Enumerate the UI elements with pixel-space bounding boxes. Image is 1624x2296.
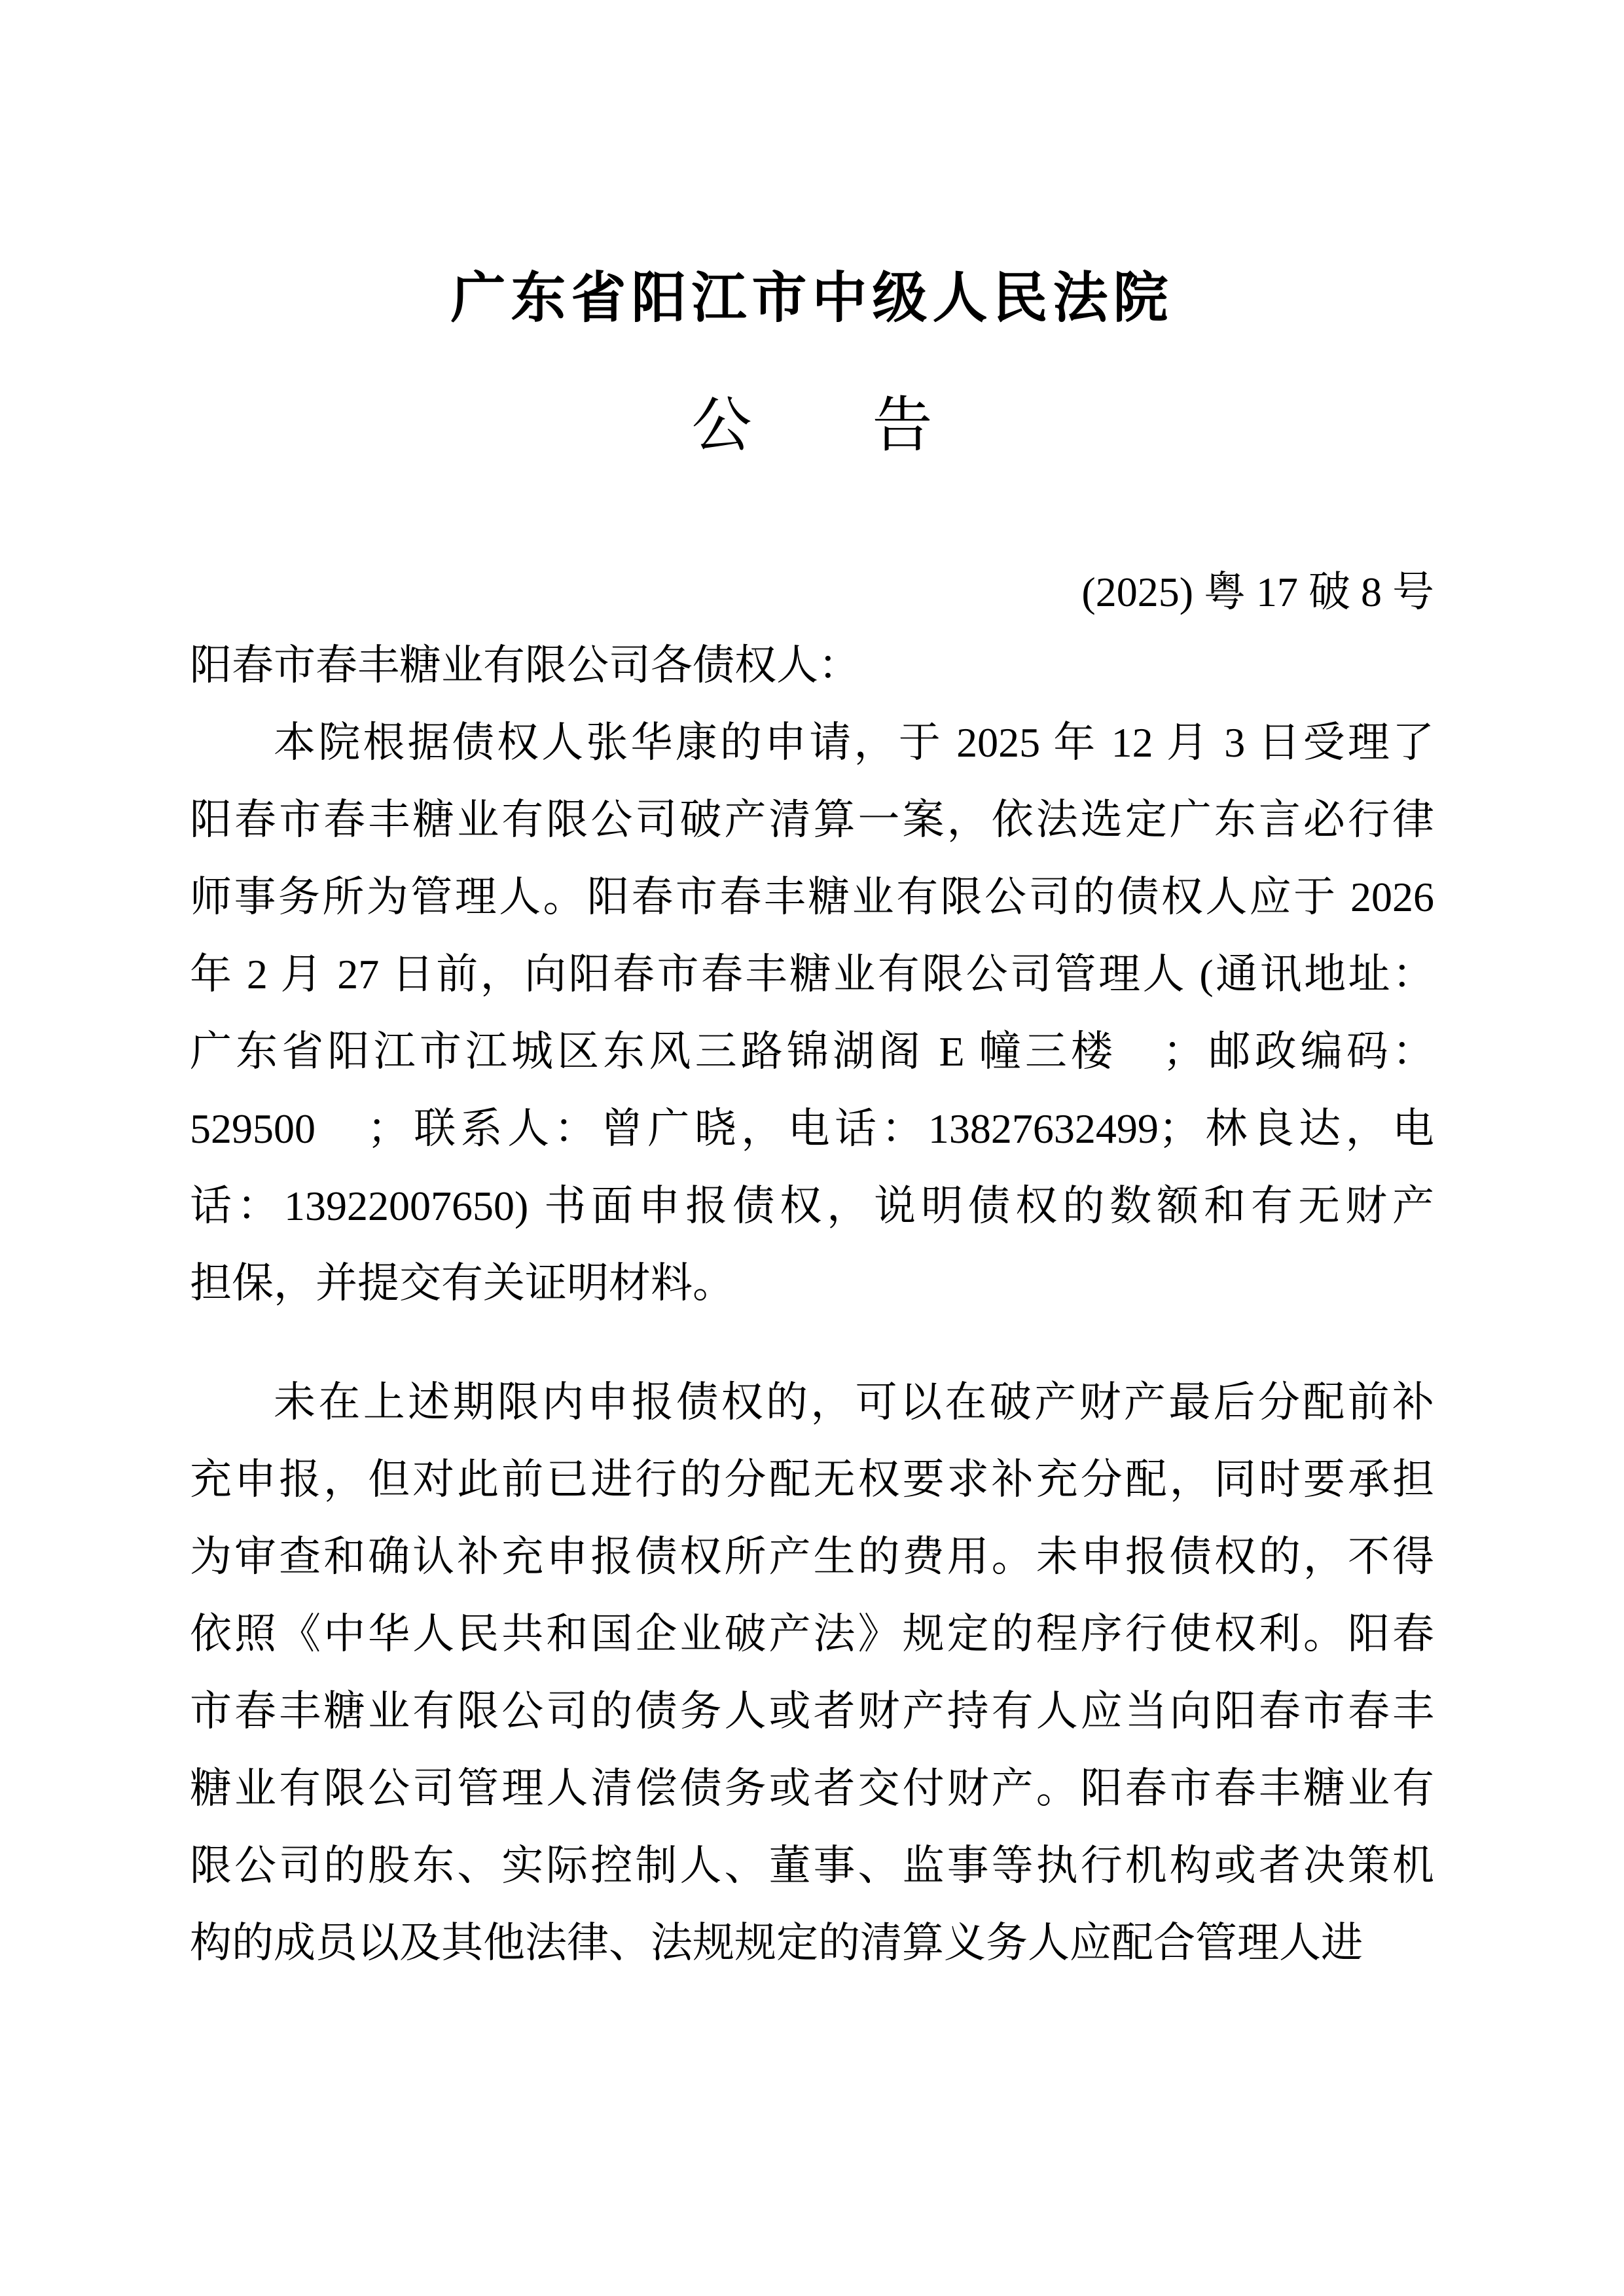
text-line: 阳春市春丰糖业有限公司破产清算一案，依法选定广东言必行律 [190,797,1434,843]
case-number: (2025) 粤 17 破 8 号 [1081,569,1434,615]
paragraph-late-claims-notice [190,1364,1434,1982]
text-line: 限公司的股东、实际控制人、董事、监事等执行机构或者决策机 [190,1842,1434,1889]
text-line: 为审查和确认补充申报债权所产生的费用。未申报债权的，不得 [190,1534,1434,1580]
salutation-line: 阳春市春丰糖业有限公司各债权人： [190,642,860,689]
text-line: 充申报，但对此前已进行的分配无权要求补充分配，同时要承担 [190,1456,1434,1503]
text-line: 依照《中华人民共和国企业破产法》规定的程序行使权利。阳春 [190,1611,1434,1657]
text-line: 话：13922007650) 书面申报债权，说明债权的数额和有无财产 [190,1183,1434,1229]
text-line: 未在上述期限内申报债权的，可以在破产财产最后分配前补 [274,1379,1434,1426]
text-line: 广东省阳江市江城区东风三路锦湖阁 E 幢三楼 ；邮政编码： [190,1028,1434,1075]
text-line: 市春丰糖业有限公司的债务人或者财产持有人应当向阳春市春丰 [190,1688,1434,1734]
document-body [190,627,1434,1982]
court-title: 广东省阳江市中级人民法院 [450,267,1174,329]
text-line: 本院根据债权人张华康的申请，于 2025 年 12 月 3 日受理了 [274,719,1434,766]
text-line: 构的成员以及其他法律、法规规定的清算义务人应配合管理人进 [190,1920,1363,1966]
text-line: 师事务所为管理人。阳春市春丰糖业有限公司的债权人应于 2026 [190,874,1434,920]
text-line: 糖业有限公司管理人清偿债务或者交付财产。阳春市春丰糖业有 [190,1765,1434,1812]
text-line: 529500 ；联系人：曾广晓，电话：13827632499；林良达，电 [190,1105,1434,1152]
paragraph-acceptance-notice [190,704,1434,1322]
text-line: 年 2 月 27 日前，向阳春市春丰糖业有限公司管理人 (通讯地址： [190,951,1434,997]
announcement-title: 公 告 [691,392,933,459]
text-line: 担保，并提交有关证明材料。 [190,1260,734,1306]
